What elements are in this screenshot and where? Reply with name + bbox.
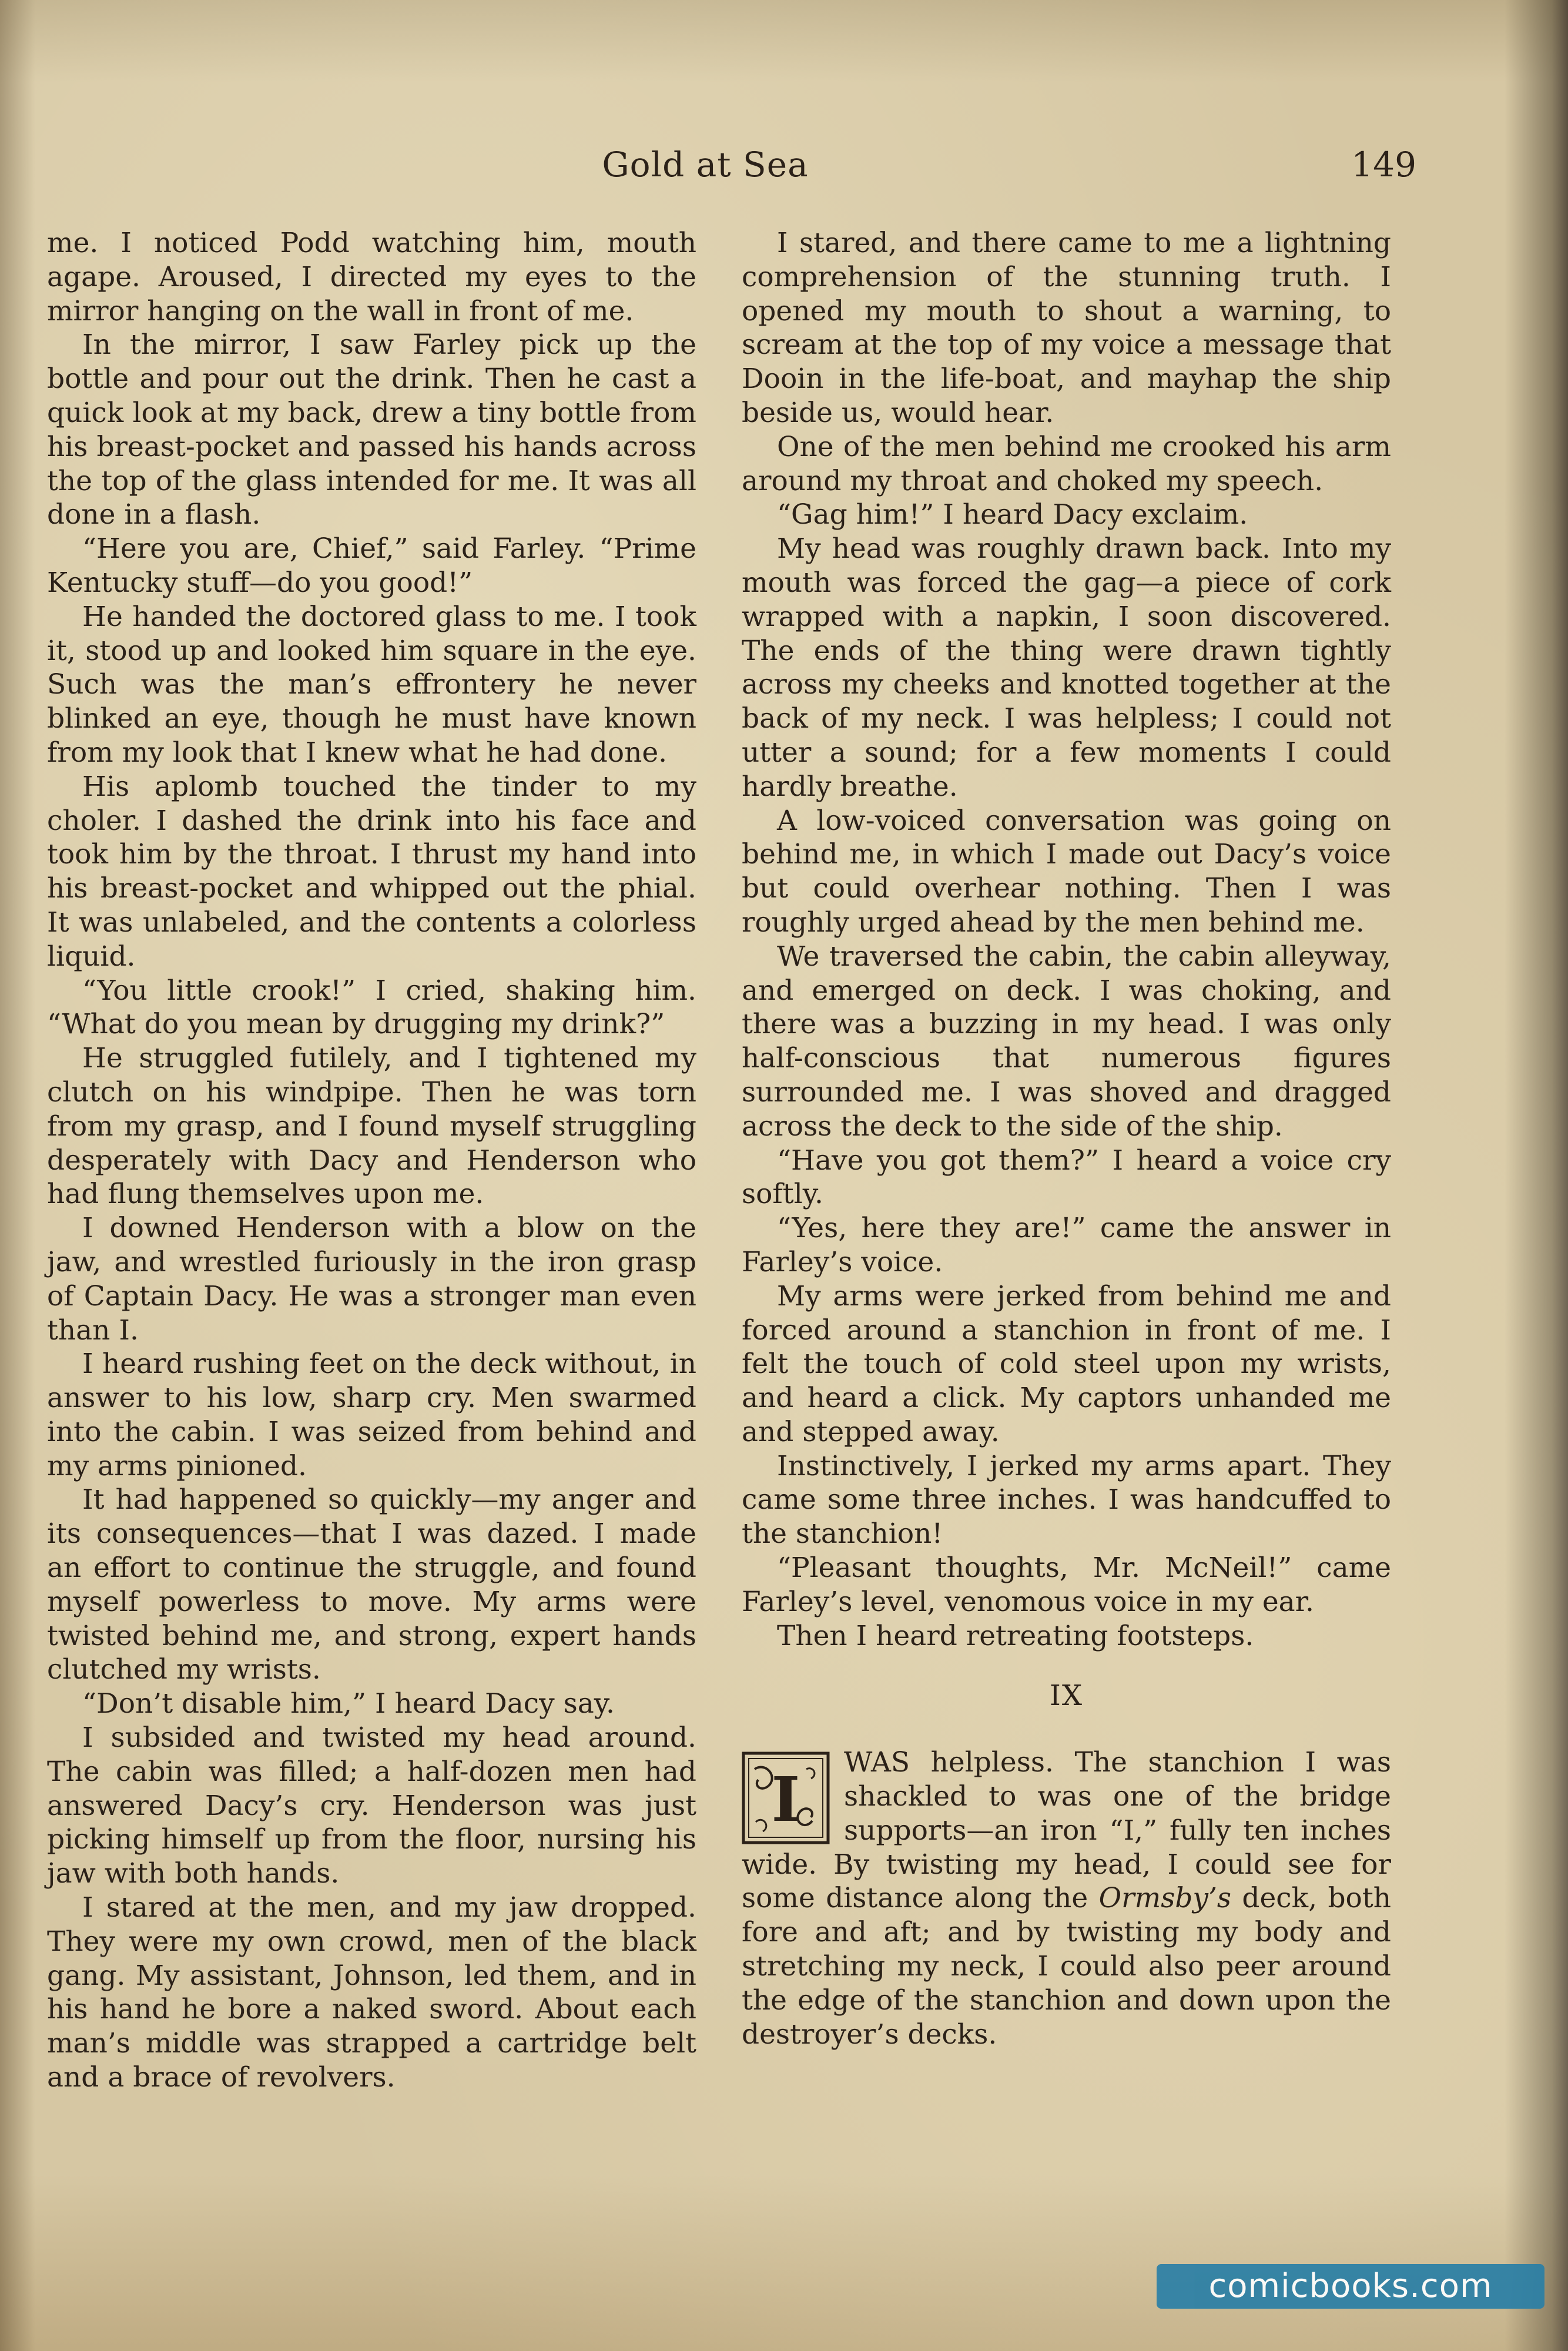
page-number: 149 xyxy=(1351,145,1416,185)
paragraph: My head was roughly drawn back. Into my mouth was forced the gag—a piece of cork wrapped with a napkin, I soon discovered. The ends of the thing were drawn tightly across my cheeks and knotted together at the back of my neck. I was helpless; I could not utter a sound; for a few moments I could hardly breathe. xyxy=(742,533,1391,803)
section-opening-paragraph xyxy=(742,1746,1391,2051)
right-column xyxy=(742,226,1391,2051)
running-head xyxy=(47,140,1416,193)
dropcap-letter: I xyxy=(771,1763,800,1836)
paragraph: We traversed the cabin, the cabin alleyway, and emerged on deck. I was choking, and there was a buzzing in my head. I was only half-conscious that numerous figures surrounded me. I was shoved and dragged across the deck to the side of the ship. xyxy=(742,940,1391,1143)
paragraph: His aplomb touched the tinder to my choler. I dashed the drink into his face and took him by the throat. I thrust my hand into his breast-pocket and whipped out the phial. It was unlabeled, and the contents a colorless liquid. xyxy=(47,770,696,973)
paragraph: I heard rushing feet on the deck without, in answer to his low, sharp cry. Men swarmed into the cabin. I was seized from behind and my arms pinioned. xyxy=(47,1348,696,1482)
paragraph: “You little crook!” I cried, shaking him. “What do you mean by drugging my drink?” xyxy=(47,974,696,1041)
paragraph: “Gag him!” I heard Dacy exclaim. xyxy=(777,498,1248,531)
paragraph: I subsided and twisted my head around. The cabin was filled; a half-dozen men had answered Dacy’s cry. Henderson was just picking himself up from the floor, nursing his jaw with both hands. xyxy=(47,1722,696,1890)
paragraph: me. I noticed Podd watching him, mouth agape. Aroused, I directed my eyes to the mirror hanging on the wall in front of me. xyxy=(47,227,696,327)
paragraph: One of the men behind me crooked his arm around my throat and choked my speech. xyxy=(742,430,1391,497)
paragraph: “Here you are, Chief,” said Farley. “Prime Kentucky stuff—do you good!” xyxy=(47,533,696,599)
paragraph: “Have you got them?” I heard a voice cry softly. xyxy=(742,1144,1391,1211)
paragraph: I stared at the men, and my jaw dropped. They were my own crowd, men of the black gang. My assistant, Johnson, led them, and in his hand he bore a naked sword. About each man’s middle was strapped a cartridge belt and a brace of revolvers. xyxy=(47,1891,696,2094)
left-column xyxy=(47,226,696,2095)
paragraph: My arms were jerked from behind me and forced around a stanchion in front of me. I felt the touch of cold steel upon my wrists, and heard a click. My captors unhanded me and stepped away. xyxy=(742,1280,1391,1448)
paragraph: Instinctively, I jerked my arms apart. They came some three inches. I was handcuffed to the stanchion! xyxy=(742,1449,1391,1550)
paragraph: “Don’t disable him,” I heard Dacy say. xyxy=(82,1687,615,1720)
paragraph: “Yes, here they are!” came the answer in Farley’s voice. xyxy=(742,1212,1391,1278)
paragraph: He struggled futilely, and I tightened my clutch on his windpipe. Then he was torn from my grasp, and I found myself struggling desperately with Dacy and Henderson who had flung themselves upon me. xyxy=(47,1042,696,1211)
paragraph: It had happened so quickly—my anger and its consequences—that I was dazed. I made an effort to continue the struggle, and found myself powerless to move. My arms were twisted behind me, and strong, expert hands clutched my wrists. xyxy=(47,1483,696,1686)
watermark-badge: comicbooks.com xyxy=(1157,2264,1544,2309)
paragraph: A low-voiced conversation was going on behind me, in which I made out Dacy’s voice but could overhear nothing. Then I was roughly urged ahead by the men behind me. xyxy=(742,804,1391,939)
paragraph: Then I heard retreating footsteps. xyxy=(777,1619,1254,1652)
paragraph: “Pleasant thoughts, Mr. McNeil!” came Farley’s level, venomous voice in my ear. xyxy=(742,1552,1391,1618)
ornamental-dropcap-icon xyxy=(742,1751,830,1844)
running-title: Gold at Sea xyxy=(602,145,809,185)
section-text-rest: deck, both fore and aft; and by twisting my body and stretching my neck, I could also peer around the edge of the stanchion and down upon the destroyer’s decks. xyxy=(742,1882,1391,2051)
paragraph: In the mirror, I saw Farley pick up the bottle and pour out the drink. Then he cast a quick look at my back, drew a tiny bottle from his breast-pocket and passed his hands across the top of the glass intended for me. It was all done in a flash. xyxy=(47,329,696,531)
paragraph: I stared, and there came to me a lightning comprehension of the stunning truth. I opened my mouth to shout a warning, to scream at the top of my voice a message that Dooin in the life-boat, and mayhap the ship beside us, would hear. xyxy=(742,227,1391,429)
paragraph: He handed the doctored glass to me. I took it, stood up and looked him square in the eye. Such was the man’s effrontery he never blinked an eye, though he must have known from my look that I knew what he had done. xyxy=(47,600,696,769)
section-text-lead: WAS helpless. The stanchion I was shackled to was one of the bridge supports—an iron “I,” fully ten inches wide. By twisting my head, I could see for some distance along the xyxy=(742,1746,1391,1915)
ship-name-italic: Ormsby’s xyxy=(1098,1882,1232,1915)
section-heading: IX xyxy=(1049,1679,1084,1713)
paragraph: I downed Henderson with a blow on the jaw, and wrestled furiously in the iron grasp of Captain Dacy. He was a stronger man even than I. xyxy=(47,1212,696,1347)
